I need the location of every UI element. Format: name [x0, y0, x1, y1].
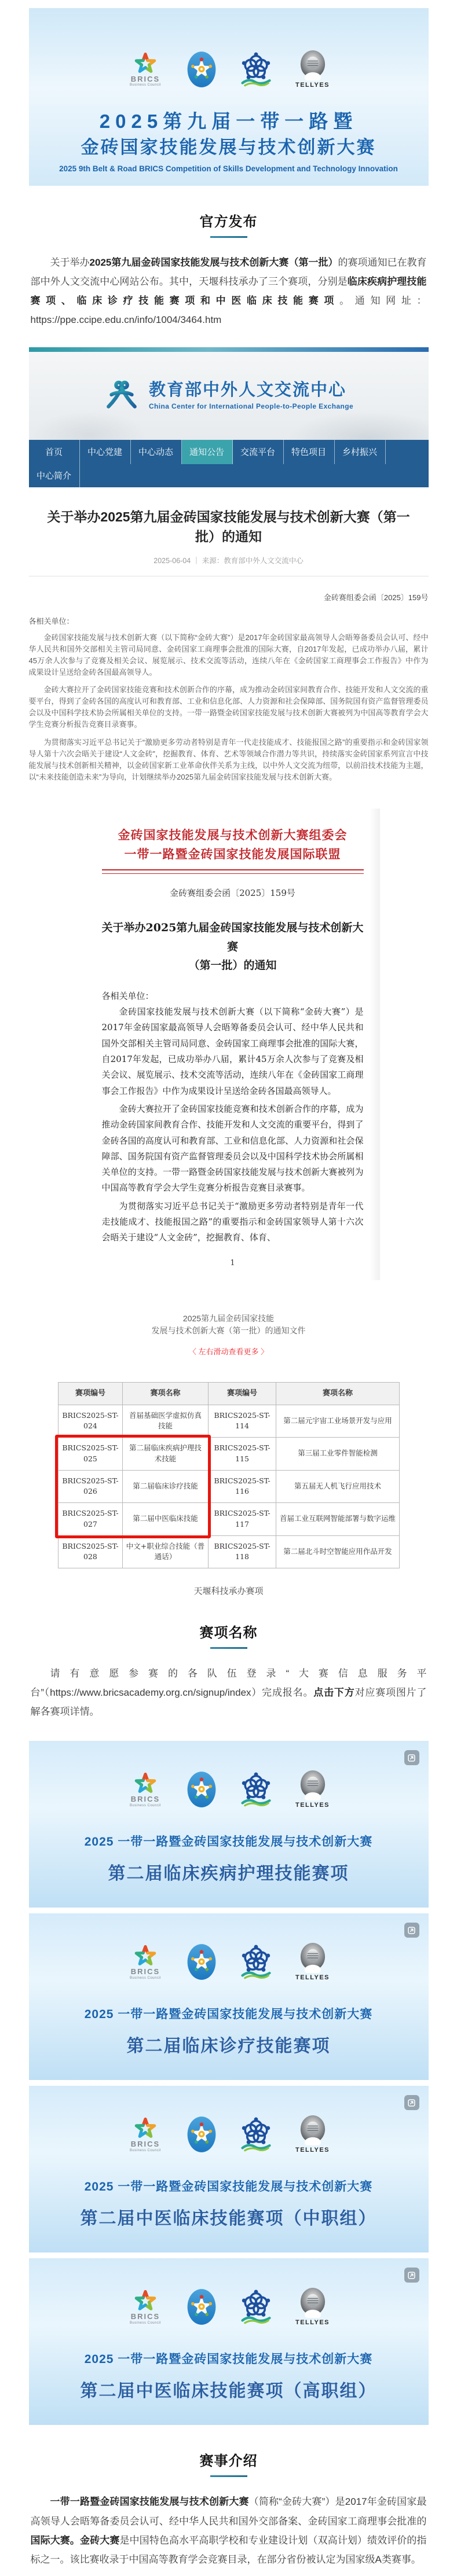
- card-competition-title: 2025 一带一路暨金砖国家技能发展与技术创新大赛: [84, 1835, 373, 1849]
- paragraph: 金砖国家技能发展与技术创新大赛（以下简称“金砖大赛”）是2017年金砖国家最高领导人会晤筹备委员会认可、经中华人民共和国外交部相关主管司局同意、金砖国家工商理事会批准的国际大赛，自2017年发起，已成功举办八届，累计45万余人次参与了竞赛及相关会议、展览展示、技术交流等活动，连续八年在《金砖国家工商理事会工作报告》中作为成果设计呈送给金砖各国最高领导人。: [28, 633, 429, 677]
- site-nav-row2: [29, 464, 429, 487]
- card-event-subtitle: 第二届临床诊疗技能赛项: [126, 2037, 331, 2056]
- sponsor-logos-row: [29, 1741, 429, 1817]
- section-underline: [210, 2475, 247, 2477]
- knot-flower-icon: [240, 1943, 272, 1980]
- table-cell: BRICS2025-ST-028: [58, 1535, 123, 1568]
- brics-star-icon: [127, 1772, 163, 1795]
- article-doc-number: 金砖赛组委会函〔2025〕159号: [323, 593, 429, 602]
- table-row: [58, 1405, 399, 1438]
- table-cell: BRICS2025-ST-024: [58, 1405, 123, 1438]
- ccipe-name-cn: 教育部中外人文交流中心: [148, 380, 346, 399]
- brics-star-icon: [127, 52, 163, 75]
- tellyes-wordmark: TELLYES: [295, 2319, 330, 2327]
- brics-wordmark-sub: Business Council: [129, 1976, 162, 1980]
- brics-wordmark: BRICS: [130, 1795, 160, 1804]
- notice-article: [29, 507, 429, 784]
- brics-wordmark-sub: Business Council: [129, 83, 162, 87]
- sponsor-logos-row: [29, 2086, 429, 2162]
- knot-emblem-logo: [240, 2288, 272, 2325]
- tellyes-egg-icon: [299, 50, 327, 80]
- paragraph: 为贯彻落实习近平总书记关于“激励更多劳动者特别是青年一代走技能成才、技能报国之路”的重要指示和金砖国家领导人第十六次会晤关于建设“人文金砖”，挖掘教育、体育、: [101, 1200, 364, 1243]
- knot-flower-icon: [240, 2288, 272, 2325]
- tellyes-egg-icon: [299, 1770, 327, 1800]
- brics-wordmark-sub: Business Council: [129, 1803, 162, 1807]
- nav-item-特色项目[interactable]: 特色项目: [284, 440, 335, 464]
- tellyes-egg-icon: [299, 2115, 327, 2145]
- letter-body: [102, 1004, 364, 1245]
- tellyes-egg-icon: [299, 2288, 327, 2318]
- table-cell: 第二届元宇宙工业场景开发与应用: [276, 1405, 399, 1438]
- table-cell: BRICS2025-ST-118: [208, 1535, 276, 1568]
- events-table: [58, 1382, 400, 1568]
- letter-page-number: 1: [230, 1258, 235, 1267]
- site-top-strip: [29, 347, 429, 352]
- article-title: 关于举办2025第九届金砖国家技能发展与技术创新大赛（第一批）的通知: [47, 509, 410, 544]
- knot-emblem-logo: [240, 1771, 272, 1808]
- sponsor-logos-row: [29, 2258, 429, 2335]
- article-salutation: 各相关单位：: [28, 616, 74, 626]
- section-official-release: [29, 210, 429, 238]
- ccipe-website-screenshot: [29, 347, 429, 487]
- table-header-row: [58, 1383, 399, 1405]
- ccipe-name-en: China Center for International People-to-People Exchange: [148, 402, 354, 411]
- letter-doc-number: 金砖赛组委会函〔2025〕159号: [170, 888, 295, 899]
- section-underline: [210, 236, 247, 238]
- brics-wordmark: BRICS: [130, 2140, 160, 2149]
- event-card[interactable]: [29, 2086, 429, 2252]
- star-badge-icon: [187, 2115, 217, 2154]
- tellyes-logo: [295, 1943, 330, 1981]
- table-header-cell: 赛项名称: [123, 1383, 208, 1405]
- table-cell: 第三届工业零件智能检测: [276, 1438, 399, 1471]
- signup-paragraph: 请有意愿参赛的各队伍登录“大赛信息服务平台”（https://www.bricsacademy.org.cn/signup/index）完成报名。点击下方对应赛项图片了解各赛项详情。: [30, 1668, 427, 1718]
- nav-item-乡村振兴[interactable]: 乡村振兴: [335, 440, 386, 464]
- official-release-paragraph: 关于举办2025第九届金砖国家技能发展与技术创新大赛（第一批）的赛项通知已在教育部中外人文交流中心网站公布。其中，天堰科技承办了三个赛项，分别是临床疾病护理技能赛项、临床诊疗技能赛项和中医临床技能赛项。通知网址：https://ppe.ccipe.edu.cn/info/1004/3464.htm: [30, 256, 427, 326]
- nav-item-中心动态[interactable]: 中心动态: [131, 440, 182, 464]
- brics-star-icon: [127, 2117, 163, 2140]
- knot-emblem-logo: [240, 1943, 272, 1980]
- paragraph: 金砖大赛拉开了金砖国家技能竞赛和技术创新合作的序幕，成为推动金砖国家间教育合作、技能开发和人文交流的重要平台，得到了金砖各国的高度认可和教育部、工业和信息化部、人力资源和社会保障部、国务院国有资产监督管理委员会以及中国科学技术协会所属相关单位的支持。一带一路暨金砖国家技能发展与技术创新大赛被列为中国高等教育学会大学生竞赛分析报告竞赛目录赛事。: [101, 1103, 364, 1193]
- ccipe-logo: [104, 380, 140, 412]
- star-badge-icon: [187, 50, 217, 89]
- table-cell: BRICS2025-ST-027: [58, 1503, 123, 1536]
- card-competition-title: 2025 一带一路暨金砖国家技能发展与技术创新大赛: [84, 2180, 373, 2194]
- knot-emblem-logo: [240, 51, 272, 88]
- star-badge-icon: [187, 2288, 217, 2326]
- sponsor-logos-row: [29, 42, 429, 97]
- letter-salutation: 各相关单位：: [101, 991, 154, 1002]
- tellyes-logo: [295, 2115, 330, 2154]
- brics-wordmark: BRICS: [130, 74, 160, 83]
- brics-business-council-logo: [127, 2290, 163, 2324]
- letter-title-line1: 关于举办2025第九届金砖国家技能发展与技术创新大赛: [101, 921, 364, 953]
- event-cards-list: [29, 1741, 429, 2425]
- letter-org-line2: 一带一路暨金砖国家技能发展国际联盟: [124, 846, 341, 861]
- card-link-icon[interactable]: [404, 1750, 419, 1765]
- table-header-cell: 赛项编号: [208, 1383, 276, 1405]
- caption-line1: 2025第九届金砖国家技能: [182, 1313, 275, 1323]
- brics-wordmark-sub: Business Council: [129, 2321, 162, 2325]
- brics-wordmark-sub: Business Council: [129, 2148, 162, 2152]
- banner-title-line2: 金砖国家技能发展与技术创新大赛: [81, 137, 376, 157]
- scanned-official-letter: [29, 809, 429, 1280]
- table-row: [58, 1503, 399, 1536]
- brics-business-council-logo: [127, 2117, 163, 2152]
- section-competition-intro: [29, 2449, 429, 2477]
- table-cell: BRICS2025-ST-025: [58, 1438, 123, 1471]
- tellyes-wordmark: TELLYES: [295, 1802, 330, 1809]
- table-cell: BRICS2025-ST-115: [208, 1438, 276, 1471]
- table-row: [58, 1470, 399, 1503]
- table-note: 天堰科技承办赛项: [193, 1586, 264, 1596]
- table-header-cell: 赛项名称: [276, 1383, 399, 1405]
- tellyes-wordmark: TELLYES: [295, 2147, 330, 2154]
- table-cell: 第二届临床诊疗技能: [123, 1470, 208, 1503]
- table-cell: BRICS2025-ST-114: [208, 1405, 276, 1438]
- brics-star-icon: [127, 2290, 163, 2313]
- swipe-hint: 〈 左右滑动查看更多 〉: [188, 1347, 269, 1356]
- card-event-subtitle: 第二届中医临床技能赛项（中职组）: [80, 2209, 377, 2229]
- tellyes-wordmark: TELLYES: [295, 82, 330, 89]
- table-row: [58, 1438, 399, 1471]
- tellyes-logo: [295, 50, 330, 89]
- tellyes-wordmark: TELLYES: [295, 1974, 330, 1982]
- brics-competition-star-logo: [187, 2115, 217, 2154]
- site-masthead: [29, 352, 429, 440]
- paragraph: 金砖国家技能发展与技术创新大赛（以下简称“金砖大赛”）是2017年金砖国家最高领导人会晤筹备委员会认可、经中华人民共和国外交部相关主管司局同意、金砖国家工商理事会批准的国际大赛，自2017年发起，已成功举办八届，累计45万余人次参与了竞赛及相关会议、展览展示、技术交流等活动，连续八年在《金砖国家工商理事会工作报告》中作为成果设计呈送给金砖各国最高领导人。: [101, 1006, 364, 1096]
- nav-item-通知公告[interactable]: 通知公告: [182, 440, 233, 464]
- paragraph: 金砖大赛拉开了金砖国家技能竞赛和技术创新合作的序幕，成为推动金砖国家间教育合作、技能开发和人文交流的重要平台，得到了金砖各国的高度认可和教育部、工业和信息化部、人力资源和社会保障部、国务院国有资产监督管理委员会以及中国科学技术协会所属相关单位的支持。一带一路暨金砖国家技能发展与技术创新大赛被列为中国高等教育学会大学生竞赛分析报告竞赛目录赛事。: [28, 685, 429, 729]
- nav-item-中心党建[interactable]: 中心党建: [80, 440, 131, 464]
- letter-title-line2: （第一批）的通知: [188, 958, 277, 972]
- table-cell: 首届工业互联网智能部署与数字运维: [276, 1503, 399, 1536]
- event-card[interactable]: [29, 1741, 429, 1908]
- nav-item-首页[interactable]: 首页: [29, 440, 80, 464]
- table-cell: 首届基础医学虚拟仿真技能: [123, 1405, 208, 1438]
- knot-flower-icon: [240, 1771, 272, 1808]
- paragraph: 为贯彻落实习近平总书记关于“激励更多劳动者特别是青年一代走技能成才、技能报国之路”的重要指示和金砖国家领导人第十六次会晤关于建设“人文金砖”，挖掘教育、体育、艺术等领域合作潜力等共识，持续落实金砖国家系列宣言中技能发展与技术创新相关精神，以金砖国家新工业革命伙伴关系为主线，以中外人文交流为纽带，以前沿技术技能为主题，以“未来技能创造未来”为导向，计划继续举办2025第九届金砖国家技能发展与技术创新大赛。: [28, 737, 429, 782]
- meta-separator: ｜: [192, 556, 200, 565]
- event-card[interactable]: [29, 2258, 429, 2425]
- events-table-scroll-area[interactable]: [58, 1382, 400, 1568]
- letter-image-caption: [29, 1313, 429, 1337]
- card-competition-title: 2025 一带一路暨金砖国家技能发展与技术创新大赛: [84, 2353, 373, 2366]
- section-title: 赛项名称: [199, 1625, 258, 1641]
- star-badge-icon: [187, 1943, 217, 1981]
- tellyes-logo: [295, 2288, 330, 2326]
- knot-emblem-logo: [240, 2116, 272, 2153]
- article-source: 来源：教育部中外人文交流中心: [202, 556, 304, 565]
- intro-paragraph: 一带一路暨金砖国家技能发展与技术创新大赛（简称“金砖大赛”）是2017年金砖国家最高领导人会晤筹备委员会认可、经中华人民共和国外交部备案、金砖国家工商理事会批准的国际大赛。金砖大赛是中国特色高水平高职学校和专业建设计划（双高计划）绩效评价的指标之一。该比赛收录于中国高等教育学会竞赛目录，在部分省份被认定为国家级A类赛事。: [30, 2496, 427, 2565]
- brics-competition-star-logo: [187, 1770, 217, 1809]
- tellyes-egg-icon: [299, 1943, 327, 1973]
- card-link-icon[interactable]: [404, 2095, 419, 2110]
- card-event-subtitle: 第二届中医临床技能赛项（高职组）: [80, 2382, 377, 2401]
- banner-subtitle-en: 2025 9th Belt & Road BRICS Competition of Skills Development and Technology Innovation: [59, 164, 398, 173]
- card-link-icon[interactable]: [404, 2268, 419, 2283]
- brics-business-council-logo: [127, 52, 163, 87]
- table-cell: 第五届无人机飞行应用技术: [276, 1470, 399, 1503]
- table-cell: BRICS2025-ST-026: [58, 1470, 123, 1503]
- site-nav-row1: [29, 440, 429, 464]
- brics-competition-star-logo: [187, 1943, 217, 1981]
- table-cell: BRICS2025-ST-116: [208, 1470, 276, 1503]
- table-row: [58, 1535, 399, 1568]
- knot-flower-icon: [240, 2116, 272, 2153]
- table-cell: 第二届临床疾病护理技术技能: [123, 1438, 208, 1471]
- knot-flower-icon: [240, 51, 272, 88]
- card-event-subtitle: 第二届临床疾病护理技能赛项: [108, 1864, 349, 1884]
- caption-line2: 发展与技术创新大赛（第一批）的通知文件: [151, 1326, 306, 1336]
- competition-banner: [29, 8, 429, 186]
- brics-competition-star-logo: [187, 2288, 217, 2326]
- letter-org-line1: 金砖国家技能发展与技术创新大赛组委会: [118, 828, 348, 843]
- article-date: 2025-06-04: [153, 556, 191, 565]
- banner-title-line1: 2025第九届一带一路暨: [99, 111, 358, 132]
- card-competition-title: 2025 一带一路暨金砖国家技能发展与技术创新大赛: [84, 2008, 373, 2022]
- section-title: 官方发布: [199, 214, 258, 230]
- table-cell: 中文+职业综合技能（普通话）: [123, 1535, 208, 1568]
- card-link-icon[interactable]: [404, 1923, 419, 1938]
- sponsor-logos-row: [29, 1913, 429, 1990]
- star-badge-icon: [187, 1770, 217, 1809]
- brics-business-council-logo: [127, 1772, 163, 1807]
- nav-item-交流平台[interactable]: 交流平台: [233, 440, 284, 464]
- nav-item-中心简介[interactable]: 中心简介: [29, 464, 80, 487]
- brics-wordmark: BRICS: [130, 1967, 160, 1976]
- article-body: [29, 632, 429, 784]
- table-header-cell: 赛项编号: [58, 1383, 123, 1405]
- table-cell: 第二届中医临床技能: [123, 1503, 208, 1536]
- brics-competition-star-logo: [187, 50, 217, 89]
- brics-business-council-logo: [127, 1945, 163, 1979]
- section-underline: [210, 1647, 247, 1649]
- brics-star-icon: [127, 1945, 163, 1968]
- table-cell: BRICS2025-ST-117: [208, 1503, 276, 1536]
- brics-wordmark: BRICS: [130, 2312, 160, 2321]
- section-event-names: [29, 1621, 429, 1649]
- article-meta: [29, 555, 429, 565]
- letterhead-double-rule: [102, 869, 364, 874]
- tellyes-logo: [295, 1770, 330, 1809]
- section-title: 赛事介绍: [199, 2453, 258, 2470]
- table-cell: 第二届北斗时空智能应用作品开发: [276, 1535, 399, 1568]
- event-card[interactable]: [29, 1913, 429, 2080]
